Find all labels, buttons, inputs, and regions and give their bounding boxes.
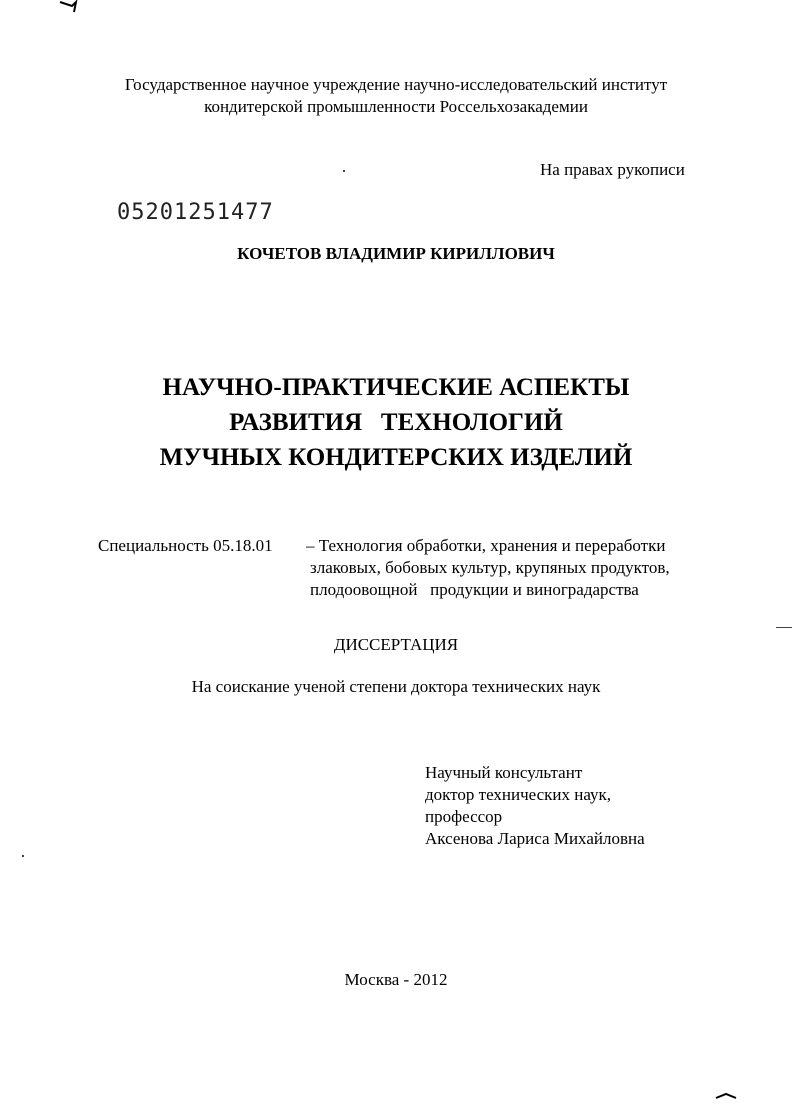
scan-mark-icon bbox=[58, 0, 82, 14]
specialty-line-1: – Технология обработки, хранения и переработки bbox=[306, 536, 666, 555]
scientific-consultant bbox=[425, 762, 645, 850]
corner-mark-icon bbox=[714, 1088, 738, 1100]
degree-statement: На соискание ученой степени доктора технических наук bbox=[191, 677, 601, 696]
dissertation-title bbox=[0, 370, 792, 475]
title-line-3: МУЧНЫХ КОНДИТЕРСКИХ ИЗДЕЛИЙ bbox=[159, 444, 633, 471]
consultant-role: Научный консультант bbox=[425, 763, 583, 782]
author-name: КОЧЕТОВ ВЛАДИМИР КИРИЛЛОВИЧ bbox=[237, 244, 555, 263]
scan-edge-mark bbox=[776, 627, 792, 628]
specialty-line-3: плодоовощной продукции и виноградарства bbox=[310, 580, 639, 599]
scan-dot bbox=[22, 855, 24, 857]
title-line-2: РАЗВИТИЯ ТЕХНОЛОГИЙ bbox=[229, 409, 563, 436]
consultant-rank: профессор bbox=[425, 807, 503, 826]
specialty-label: Специальность 05.18.01 bbox=[98, 536, 273, 555]
consultant-name: Аксенова Лариса Михайловна bbox=[425, 829, 645, 848]
institution-line-1: Государственное научное учреждение научно-исследовательский институт bbox=[124, 75, 668, 94]
title-line-1: НАУЧНО-ПРАКТИЧЕСКИЕ АСПЕКТЫ bbox=[162, 374, 630, 401]
scan-dot bbox=[343, 170, 345, 172]
consultant-degree: доктор технических наук, bbox=[425, 785, 612, 804]
specialty-description bbox=[306, 535, 670, 601]
specialty-line-2: злаковых, бобовых культур, крупяных продуктов, bbox=[310, 558, 670, 577]
city-year: Москва - 2012 bbox=[344, 970, 448, 989]
institution-name bbox=[60, 74, 732, 118]
document-number-stamp: 05201251477 bbox=[117, 200, 274, 225]
rights-note: На правах рукописи bbox=[540, 160, 685, 179]
institution-line-2: кондитерской промышленности Россельхозакадемии bbox=[204, 97, 588, 116]
document-type: ДИССЕРТАЦИЯ bbox=[333, 635, 459, 654]
